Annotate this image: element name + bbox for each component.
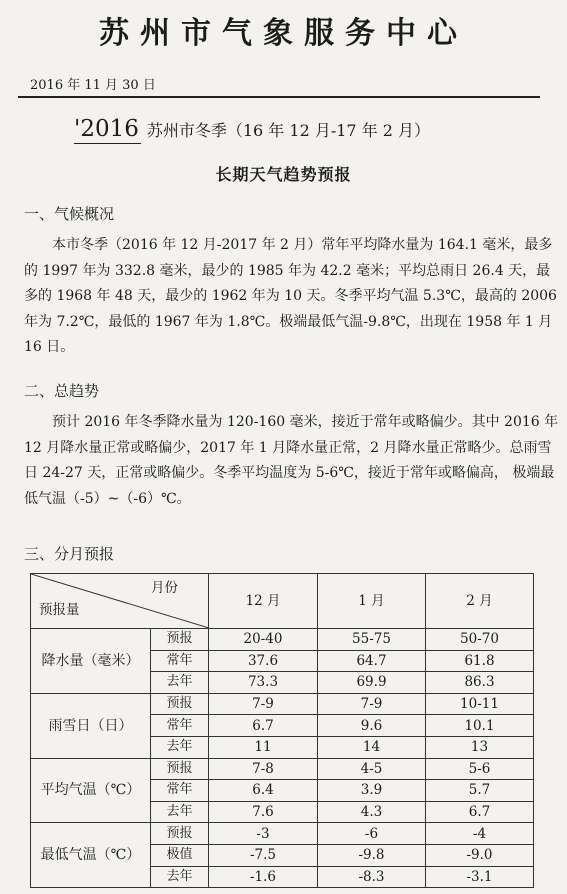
section-heading-trend: 二、总趋势: [24, 382, 100, 400]
value-cell: -3: [209, 823, 318, 845]
section-body-climate: 本市冬季（2016 年 12 月-2017 年 2 月）常年平均降水量为 164.1 毫米，最多的 1997 年为 332.8 毫米，最少的 1985 年为 42.2 毫米；平均总雨日 26.4 天，最多的 1968 年 48 天，最少的 1962 年为 10 天。冬季平均气温 5.3℃，最高的 2006 年为 7.2℃，最低的 1967 年为 1.8℃。极端最低气温-9.8℃，出现在 1958 年 1 月 16 日。: [24, 237, 557, 355]
value-cell: 7.6: [209, 801, 318, 823]
org-title: 苏州市气象服务中心: [99, 16, 468, 51]
value-cell: 5-6: [426, 758, 534, 780]
value-cell: 7-9: [318, 693, 426, 715]
row-label-cell: 去年: [151, 801, 209, 823]
value-cell: 69.9: [318, 672, 426, 694]
value-cell: 50-70: [426, 629, 534, 651]
value-cell: -1.6: [209, 866, 318, 888]
value-cell: -9.0: [426, 844, 534, 866]
value-cell: 6.7: [426, 801, 534, 823]
table-row: [31, 823, 534, 845]
month-header: 1 月: [318, 574, 426, 629]
value-cell: -9.8: [318, 844, 426, 866]
value-cell: 64.7: [318, 650, 426, 672]
value-cell: 73.3: [209, 672, 318, 694]
row-label-cell: 去年: [151, 866, 209, 888]
row-label-cell: 预报: [151, 823, 209, 845]
month-header: 2 月: [426, 574, 534, 629]
value-cell: -8.3: [318, 866, 426, 888]
value-cell: 5.7: [426, 780, 534, 802]
row-label-cell: 去年: [151, 672, 209, 694]
value-cell: -7.5: [209, 844, 318, 866]
value-cell: -3.1: [426, 866, 534, 888]
corner-item-label: 预报量: [39, 602, 80, 618]
table-row: [31, 758, 534, 780]
section-heading-monthly: 三、分月预报: [24, 545, 115, 563]
value-cell: -4: [426, 823, 534, 845]
month-header: 12 月: [209, 574, 318, 629]
value-cell: 61.8: [426, 650, 534, 672]
row-label-cell: 预报: [151, 629, 209, 651]
section-heading-climate: 一、气候概况: [24, 205, 115, 223]
row-label-cell: 常年: [151, 650, 209, 672]
corner-month-label: 月份: [151, 580, 178, 596]
category-cell: 雨雪日（日）: [31, 693, 151, 758]
value-cell: 6.4: [209, 780, 318, 802]
table-header-row: [31, 574, 534, 629]
value-cell: 20-40: [209, 629, 318, 651]
row-label-cell: 常年: [151, 780, 209, 802]
value-cell: 9.6: [318, 715, 426, 737]
row-label-cell: 极值: [151, 844, 209, 866]
issue-date: 2016 年 11 月 30 日: [30, 78, 156, 93]
table-corner-cell: [31, 574, 209, 629]
value-cell: 37.6: [209, 650, 318, 672]
forecast-subtitle: 长期天气趋势预报: [215, 165, 352, 184]
row-label-cell: 预报: [151, 693, 209, 715]
value-cell: 86.3: [426, 672, 534, 694]
value-cell: 13: [426, 736, 534, 758]
category-cell: 平均气温（℃）: [31, 758, 151, 823]
table-row: [31, 629, 534, 651]
category-cell: 最低气温（℃）: [31, 823, 151, 888]
value-cell: 4.3: [318, 801, 426, 823]
row-label-cell: 常年: [151, 715, 209, 737]
value-cell: 11: [209, 736, 318, 758]
value-cell: 14: [318, 736, 426, 758]
headline: [74, 116, 430, 142]
value-cell: 55-75: [318, 629, 426, 651]
value-cell: 7-9: [209, 693, 318, 715]
value-cell: 6.7: [209, 715, 318, 737]
headline-title: 苏州市冬季（16 年 12 月-17 年 2 月）: [146, 121, 431, 140]
category-cell: 降水量（毫米）: [31, 629, 151, 694]
value-cell: 10.1: [426, 715, 534, 737]
row-label-cell: 去年: [151, 736, 209, 758]
monthly-forecast-table: [30, 573, 534, 888]
table-row: [31, 693, 534, 715]
value-cell: -6: [318, 823, 426, 845]
value-cell: 3.9: [318, 780, 426, 802]
value-cell: 7-8: [209, 758, 318, 780]
header-rule: [18, 96, 540, 98]
value-cell: 10-11: [426, 693, 534, 715]
value-cell: 4-5: [318, 758, 426, 780]
section-body-trend: 预计 2016 年冬季降水量为 120-160 毫米，接近于常年或略偏少。其中 2016 年 12 月降水量正常或略偏少，2017 年 1 月降水量正常，2 月降水量正常略少。总雨雪日 24-27 天，正常或略偏少。冬季平均温度为 5-6℃，接近于常年或略偏高， 极端最低气温（-5）~（-6）℃。: [24, 414, 559, 507]
row-label-cell: 预报: [151, 758, 209, 780]
headline-year: '2016: [74, 116, 139, 142]
